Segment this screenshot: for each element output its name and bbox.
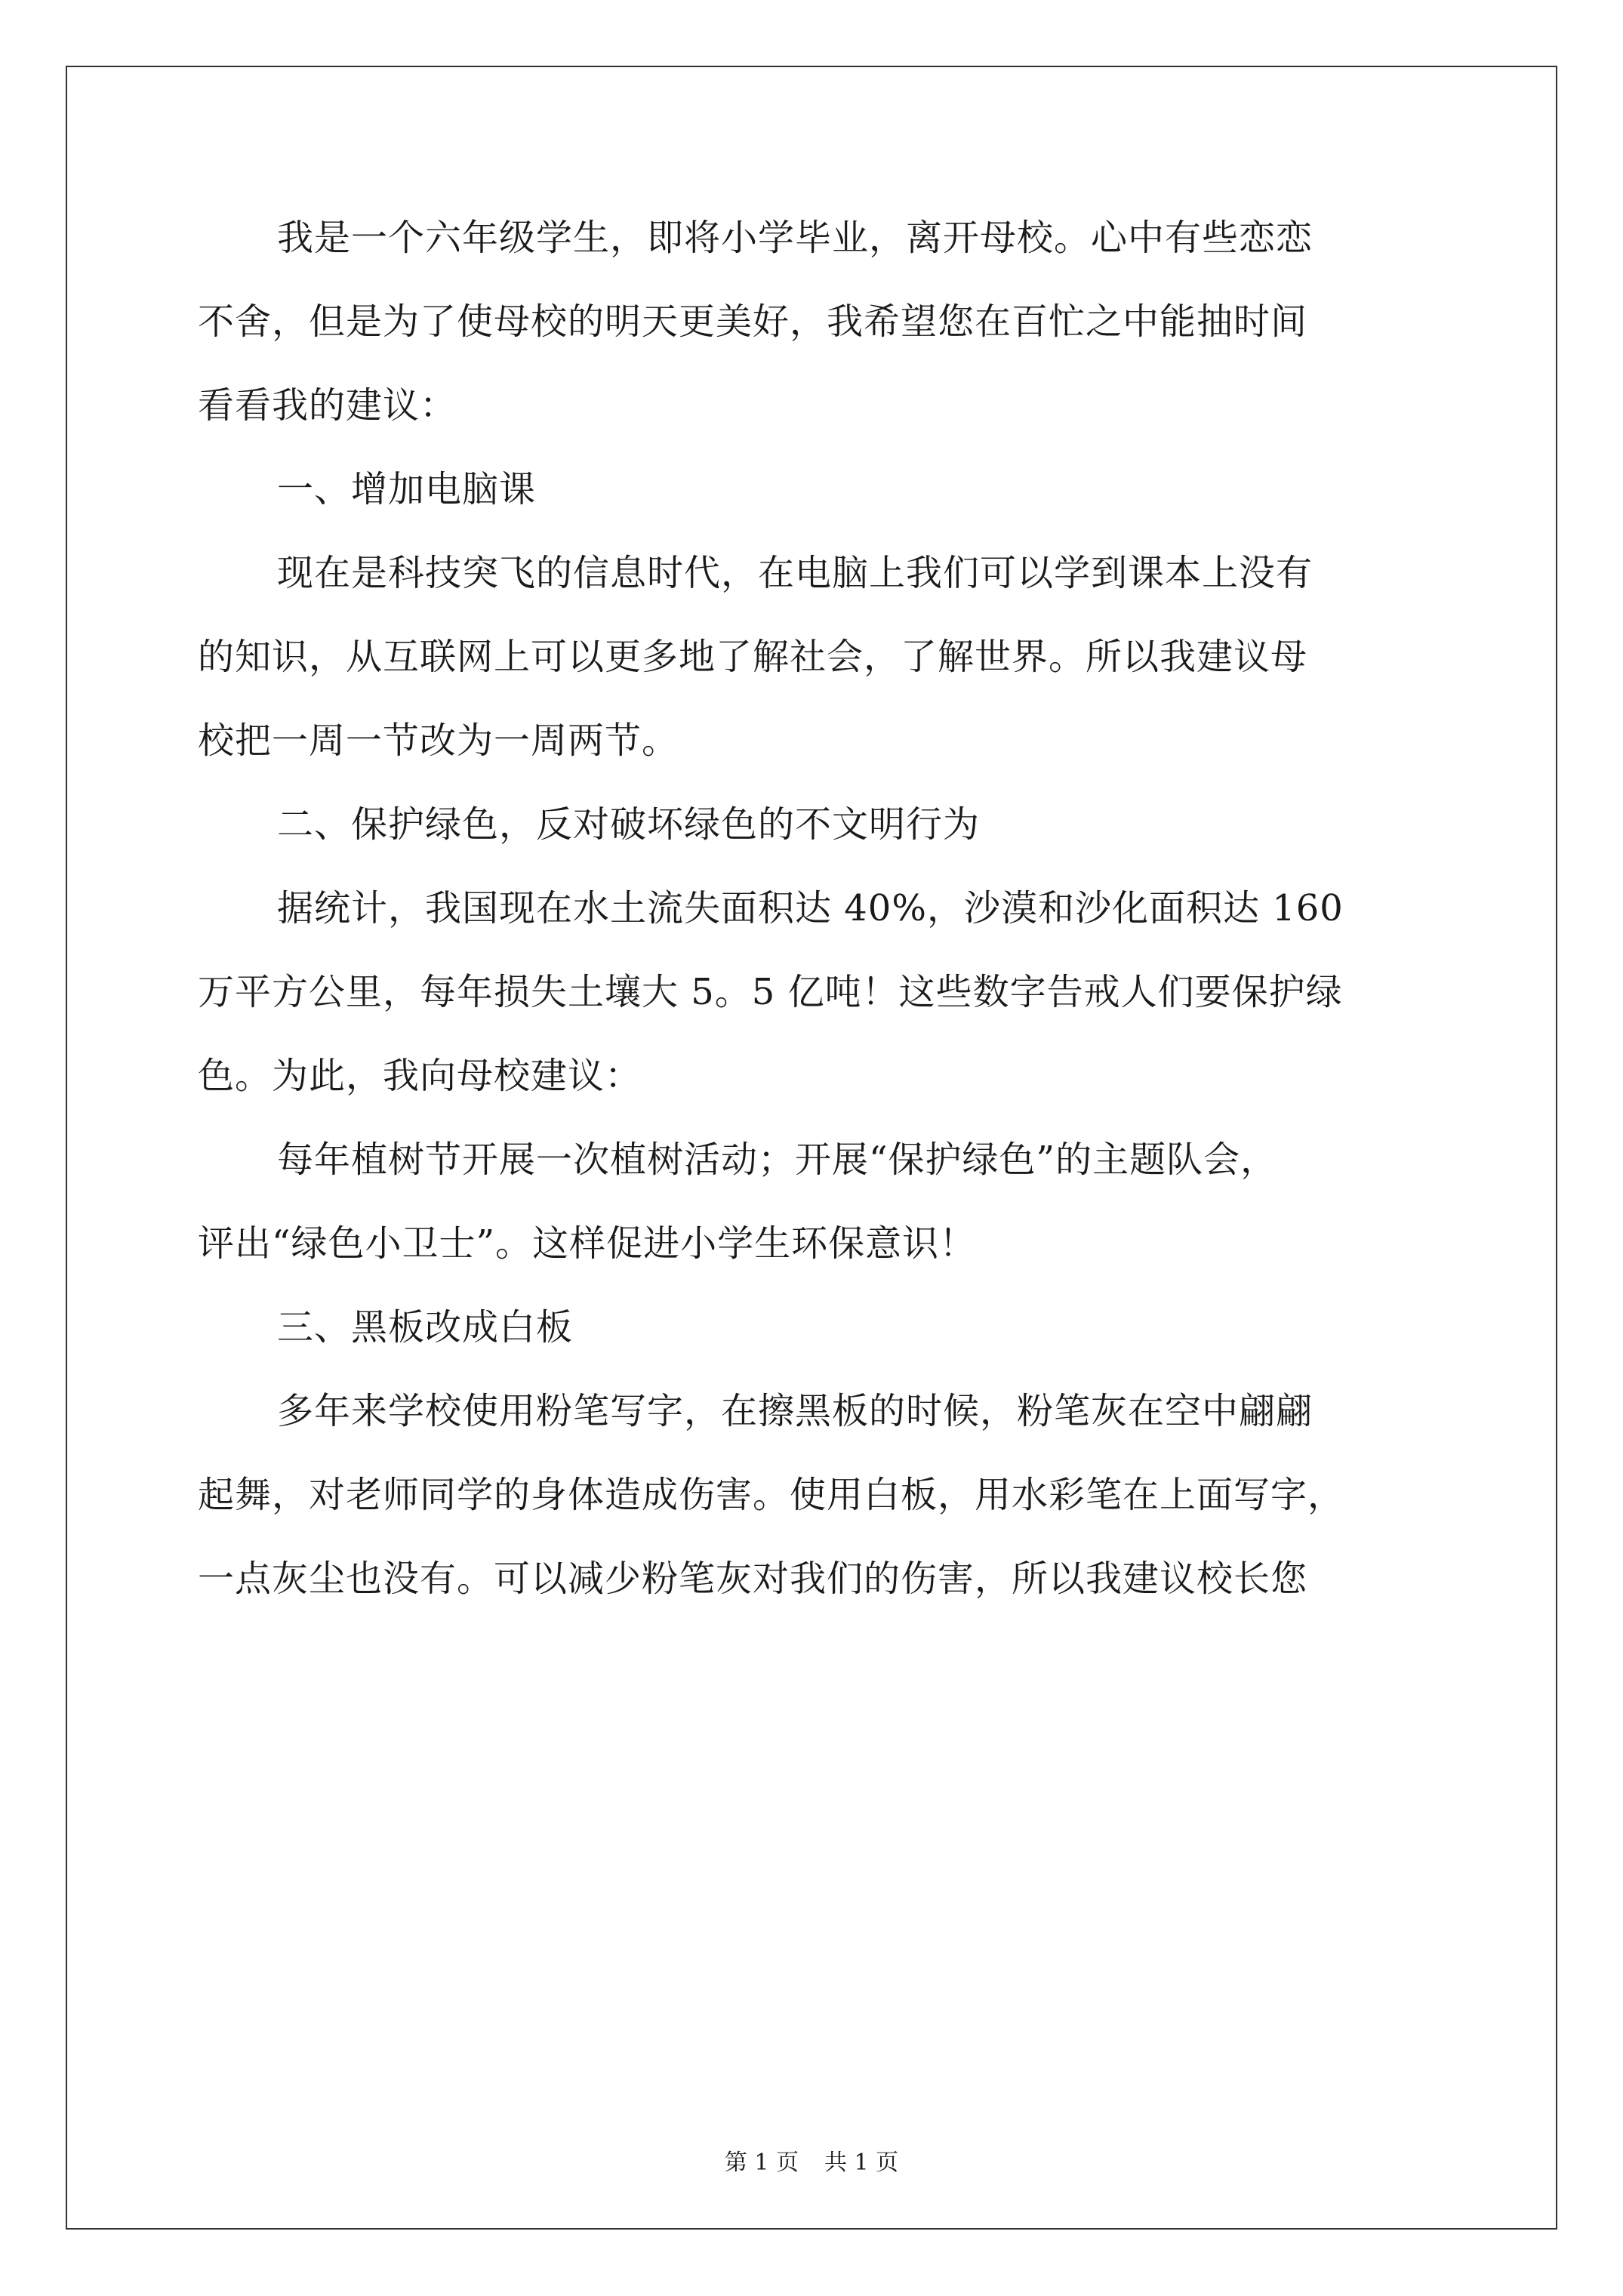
paragraph-line: 一点灰尘也没有。可以减少粉笔灰对我们的伤害，所以我建议校长您 (198, 1558, 1308, 1600)
paragraph-line: 校把一周一节改为一周两节。 (198, 720, 679, 762)
paragraph-line: 评出“绿色小卫士”。这样促进小学生环保意识！ (198, 1222, 977, 1265)
paragraph-line: 不舍，但是为了使母校的明天更美好，我希望您在百忙之中能抽时间 (198, 300, 1308, 343)
paragraph-line: 起舞，对老师同学的身体造成伤害。使用白板，用水彩笔在上面写字， (198, 1474, 1345, 1516)
section-heading: 三、黑板改成白板 (277, 1306, 574, 1348)
page-footer (0, 2150, 1623, 2177)
paragraph-line: 现在是科技突飞的信息时代，在电脑上我们可以学到课本上没有 (277, 552, 1313, 594)
paragraph-line: 我是一个六年级学生，即将小学毕业，离开母校。心中有些恋恋 (277, 217, 1313, 259)
paragraph-line: 色。为此，我向母校建议： (198, 1055, 642, 1097)
section-heading: 一、增加电脑课 (277, 468, 537, 510)
paragraph-line: 多年来学校使用粉笔写字，在擦黑板的时候，粉笔灰在空中翩翩 (277, 1390, 1313, 1432)
page-total: 共 1 页 (824, 2150, 899, 2176)
section-heading: 二、保护绿色，反对破坏绿色的不文明行为 (277, 803, 981, 846)
paragraph-line: 万平方公里，每年损失土壤大 5。5 亿吨！这些数字告戒人们要保护绿 (198, 971, 1343, 1013)
paragraph-line: 据统计，我国现在水土流失面积达 40%，沙漠和沙化面积达 160 (277, 887, 1344, 929)
paragraph-line: 每年植树节开展一次植树活动；开展“保护绿色”的主题队会， (277, 1139, 1278, 1181)
paragraph-line: 的知识，从互联网上可以更多地了解社会，了解世界。所以我建议母 (198, 636, 1308, 678)
page-number: 第 1 页 (724, 2150, 799, 2176)
paragraph-line: 看看我的建议： (198, 384, 457, 427)
